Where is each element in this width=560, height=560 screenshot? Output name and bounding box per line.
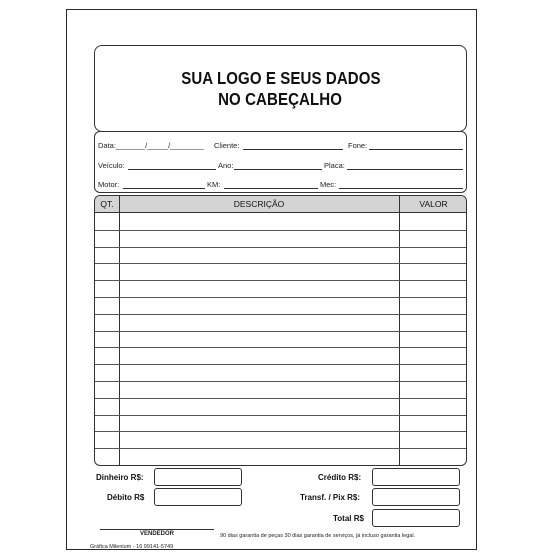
- table-header: [95, 196, 466, 213]
- table-row-line: [95, 448, 466, 449]
- garantia-note: 90 dias garantia de peças 30 dias garantia de serviços, já incluso garantia legal.: [220, 533, 416, 539]
- km-field[interactable]: [224, 188, 318, 189]
- debito-label: Débito R$: [107, 493, 145, 502]
- motor-label: Motor:: [98, 180, 120, 189]
- col-qt-header: QT.: [100, 199, 114, 209]
- table-row-line: [95, 364, 466, 365]
- credito-field[interactable]: [372, 468, 460, 486]
- table-row-line: [95, 297, 466, 298]
- header-title-line1: SUA LOGO E SEUS DADOS: [180, 67, 381, 88]
- cliente-field[interactable]: [243, 149, 343, 150]
- credito-label: Crédito R$:: [318, 473, 362, 482]
- info-row-1: [98, 140, 463, 152]
- customer-info-section: [94, 131, 467, 193]
- table-row-line: [95, 415, 466, 416]
- mec-label: Mec:: [320, 180, 337, 189]
- veiculo-field[interactable]: [128, 169, 216, 170]
- info-row-2: [98, 160, 463, 172]
- mec-field[interactable]: [339, 188, 463, 189]
- col-valor-header: VALOR: [419, 199, 448, 209]
- table-row-line: [95, 263, 466, 264]
- header-logo-area: [94, 45, 467, 132]
- dinheiro-field[interactable]: [154, 468, 242, 486]
- dinheiro-label: Dinheiro R$:: [96, 473, 144, 482]
- header-title-line2: NO CABEÇALHO: [218, 88, 343, 109]
- placa-field[interactable]: [347, 169, 463, 170]
- km-label: KM:: [207, 180, 221, 189]
- total-label: Total R$: [333, 514, 364, 523]
- fone-field[interactable]: [369, 149, 463, 150]
- cliente-label: Cliente:: [214, 141, 240, 150]
- debito-field[interactable]: [154, 488, 242, 506]
- table-row-line: [95, 431, 466, 432]
- table-row-line: [95, 398, 466, 399]
- data-label: Data:_______/_____/________: [98, 141, 204, 150]
- table-row-line: [95, 247, 466, 248]
- table-row-line: [95, 347, 466, 348]
- col-descricao-header: DESCRIÇÃO: [233, 199, 285, 209]
- vendedor-label: VENDEDOR: [140, 531, 175, 537]
- table-row-line: [95, 230, 466, 231]
- info-row-3: [98, 179, 463, 191]
- table-row-line: [95, 280, 466, 281]
- table-row-line: [95, 331, 466, 332]
- veiculo-label: Veículo:: [98, 161, 125, 170]
- table-row-line: [95, 381, 466, 382]
- total-field[interactable]: [372, 509, 460, 527]
- grafica-credit: Gráfica Milenium - 16 99141-5749: [90, 544, 174, 550]
- motor-field[interactable]: [123, 188, 205, 189]
- placa-label: Placa:: [324, 161, 345, 170]
- transf-pix-field[interactable]: [372, 488, 460, 506]
- transf-pix-label: Transf. / Pix R$:: [300, 493, 361, 502]
- table-row-line: [95, 314, 466, 315]
- fone-label: Fone:: [348, 141, 368, 150]
- items-table: [94, 195, 467, 466]
- signature-line: [100, 529, 214, 530]
- ano-field[interactable]: [234, 169, 322, 170]
- ano-label: Ano:: [218, 161, 234, 170]
